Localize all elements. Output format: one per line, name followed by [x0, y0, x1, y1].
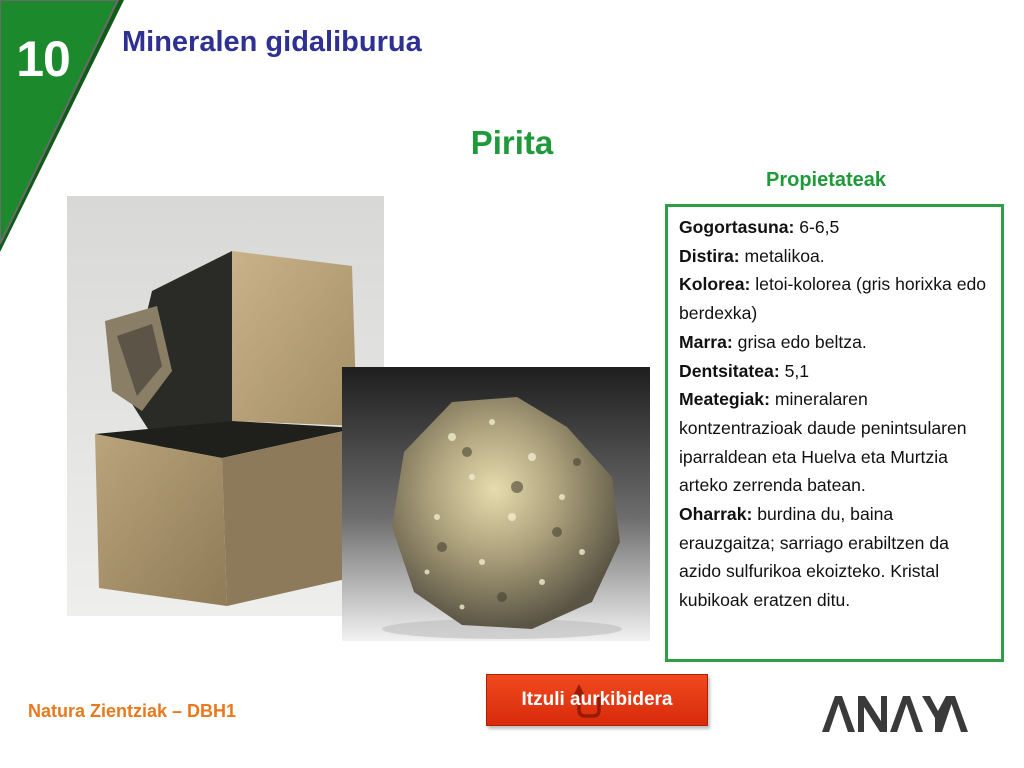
- properties-heading: Propietateak: [766, 169, 887, 191]
- property-notes: Oharrak: burdina du, baina erauzgaitza; sarriago erabiltzen da azido sulfurikoa ekoizteko. Kristal kubikoak eratzen ditu.: [679, 504, 949, 611]
- guide-title: Mineralen gidaliburua: [122, 26, 422, 58]
- footer-subject: Natura Zientziak – DBH1: [28, 701, 237, 721]
- pyrite-aggregate-photo: [342, 367, 650, 641]
- property-density: Dentsitatea: 5,1: [679, 360, 810, 381]
- properties-panel: [665, 204, 1004, 662]
- anaya-logo: [822, 694, 968, 734]
- mineral-title: Pirita: [470, 124, 554, 161]
- back-to-index-button[interactable]: [486, 674, 708, 726]
- property-color: Kolorea: letoi-kolorea (gris horixka edo berdexka): [679, 274, 987, 324]
- property-luster: Distira: metalikoa.: [679, 245, 825, 266]
- property-streak: Marra: grisa edo beltza.: [679, 331, 867, 352]
- unit-number: 10: [16, 31, 70, 87]
- property-hardness: Gogortasuna: 6-6,5: [679, 217, 840, 237]
- pyrite-cubes-photo: [67, 196, 384, 616]
- back-button-label: Itzuli aurkibidera: [521, 689, 673, 710]
- property-deposits: Meategiak: mineralaren kontzentrazioak daude penintsularen iparraldean eta Huelva eta Murtzia arteko zerrenda batean.: [679, 389, 967, 496]
